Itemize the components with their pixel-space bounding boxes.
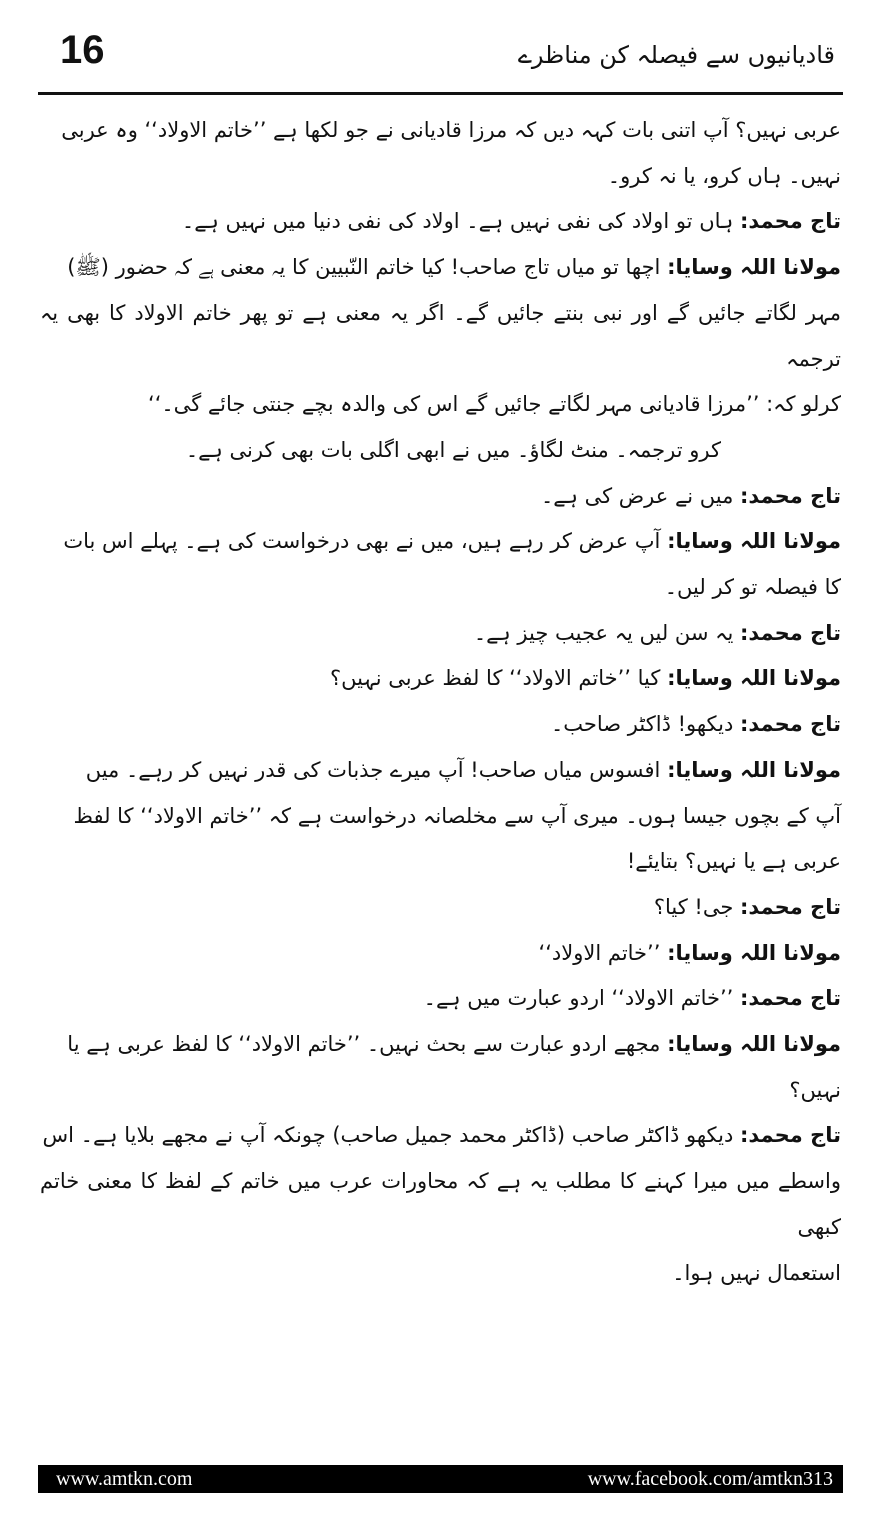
speaker-label: تاج محمد:	[740, 209, 841, 234]
speaker-label: تاج محمد:	[740, 712, 841, 737]
text-line	[40, 245, 841, 291]
line-text: اچھا تو میاں تاج صاحب! کیا خاتم النّبیین کا یہ معنی ہے کہ حضور (ﷺ)	[67, 255, 661, 280]
text-line	[40, 794, 841, 840]
speaker-label: تاج محمد:	[740, 1123, 841, 1148]
text-line	[40, 1159, 841, 1250]
line-text: مجھے اردو عبارت سے بحث نہیں۔ ’’خاتم الاولاد‘‘ کا لفظ عربی ہے یا	[67, 1032, 661, 1057]
line-text: دیکھو! ڈاکٹر صاحب۔	[551, 712, 734, 737]
line-text: آپ کے بچوں جیسا ہوں۔ میری آپ سے مخلصانہ درخواست ہے کہ ’’خاتم الاولاد‘‘ کا لفظ	[73, 803, 841, 828]
book-title: قادیانیوں سے فیصلہ کن مناظرے	[517, 41, 835, 69]
line-text: ’’خاتم الاولاد‘‘	[538, 940, 661, 965]
line-text: آپ عرض کر رہے ہیں، میں نے بھی درخواست کی ہے۔ پہلے اس بات	[63, 529, 661, 554]
speaker-label: مولانا اللہ وسایا:	[667, 529, 841, 554]
line-text: نہیں؟	[789, 1077, 841, 1102]
line-text: عربی نہیں؟ آپ اتنی بات کہہ دیں کہ مرزا قادیانی نے جو لکھا ہے ’’خاتم الاولاد‘‘ وہ عربی	[61, 118, 841, 142]
speaker-label: تاج محمد:	[740, 986, 841, 1011]
text-line	[40, 656, 841, 702]
line-text: یہ سن لیں یہ عجیب چیز ہے۔	[473, 620, 734, 645]
speaker-label: تاج محمد:	[740, 894, 841, 919]
text-line	[40, 1022, 841, 1068]
page-number: 16	[60, 28, 105, 72]
line-text: ہاں تو اولاد کی نفی نہیں ہے۔ اولاد کی نفی دنیا میں نہیں ہے۔	[181, 209, 734, 234]
text-line	[40, 839, 841, 885]
line-text: میں نے عرض کی ہے۔	[541, 483, 734, 508]
footer-bar	[38, 1465, 843, 1493]
line-text: ’’خاتم الاولاد‘‘ اردو عبارت میں ہے۔	[423, 986, 734, 1011]
header-rule	[38, 92, 843, 95]
line-text: واسطے میں میرا کہنے کا مطلب یہ ہے کہ محاورات عرب میں خاتم کے لفظ کا معنی خاتم کبھی	[40, 1169, 841, 1239]
text-line	[40, 931, 841, 977]
text-line	[40, 1068, 841, 1114]
dialogue-text	[40, 108, 841, 1296]
text-line	[40, 291, 841, 382]
speaker-label: مولانا اللہ وسایا:	[667, 1032, 841, 1057]
speaker-label: تاج محمد:	[740, 620, 841, 645]
line-text: کیا ’’خاتم الاولاد‘‘ کا لفظ عربی نہیں؟	[329, 666, 661, 691]
speaker-label: مولانا اللہ وسایا:	[667, 255, 841, 280]
text-line	[40, 1251, 841, 1297]
speaker-label: مولانا اللہ وسایا:	[667, 666, 841, 691]
line-text: عربی ہے یا نہیں؟ بتایئے!	[626, 849, 841, 874]
text-line	[40, 154, 841, 200]
line-text: استعمال نہیں ہوا۔	[672, 1260, 841, 1285]
text-line	[40, 108, 841, 154]
speaker-label: مولانا اللہ وسایا:	[667, 940, 841, 965]
line-text: نہیں۔ ہاں کرو، یا نہ کرو۔	[607, 163, 841, 188]
page-header	[38, 20, 843, 90]
text-line	[40, 519, 841, 565]
speaker-label: تاج محمد:	[740, 483, 841, 508]
line-text: جی! کیا؟	[653, 894, 734, 919]
text-line	[40, 428, 841, 474]
text-line	[40, 748, 841, 794]
text-line	[40, 382, 841, 428]
line-text: کا فیصلہ تو کر لیں۔	[664, 575, 841, 600]
line-text: کرلو کہ: ’’مرزا قادیانی مہر لگاتے جائیں گے اس کی والدہ بچے جنتی جائے گی۔‘‘	[148, 392, 841, 417]
line-text: افسوس میاں صاحب! آپ میرے جذبات کی قدر نہیں کر رہے۔ میں	[85, 757, 661, 782]
text-line	[40, 702, 841, 748]
text-line	[40, 565, 841, 611]
facebook-link[interactable]: www.facebook.com/amtkn313	[587, 1468, 833, 1490]
text-line	[40, 885, 841, 931]
text-line	[40, 1113, 841, 1159]
line-text: کرو ترجمہ۔ منٹ لگاؤ۔ میں نے ابھی اگلی بات بھی کرنی ہے۔	[185, 437, 721, 462]
text-line	[40, 474, 841, 520]
website-link[interactable]: www.amtkn.com	[56, 1468, 193, 1490]
text-line	[40, 976, 841, 1022]
speaker-label: مولانا اللہ وسایا:	[667, 757, 841, 782]
text-line	[40, 611, 841, 657]
text-line	[40, 199, 841, 245]
line-text: دیکھو ڈاکٹر صاحب (ڈاکٹر محمد جمیل صاحب) چونکہ آپ نے مجھے بلایا ہے۔ اس	[42, 1123, 734, 1148]
line-text: مہر لگاتے جائیں گے اور نبی بنتے جائیں گے۔ اگر یہ معنی ہے تو پھر خاتم الاولاد کا بھی یہ ترجمہ	[40, 300, 841, 371]
